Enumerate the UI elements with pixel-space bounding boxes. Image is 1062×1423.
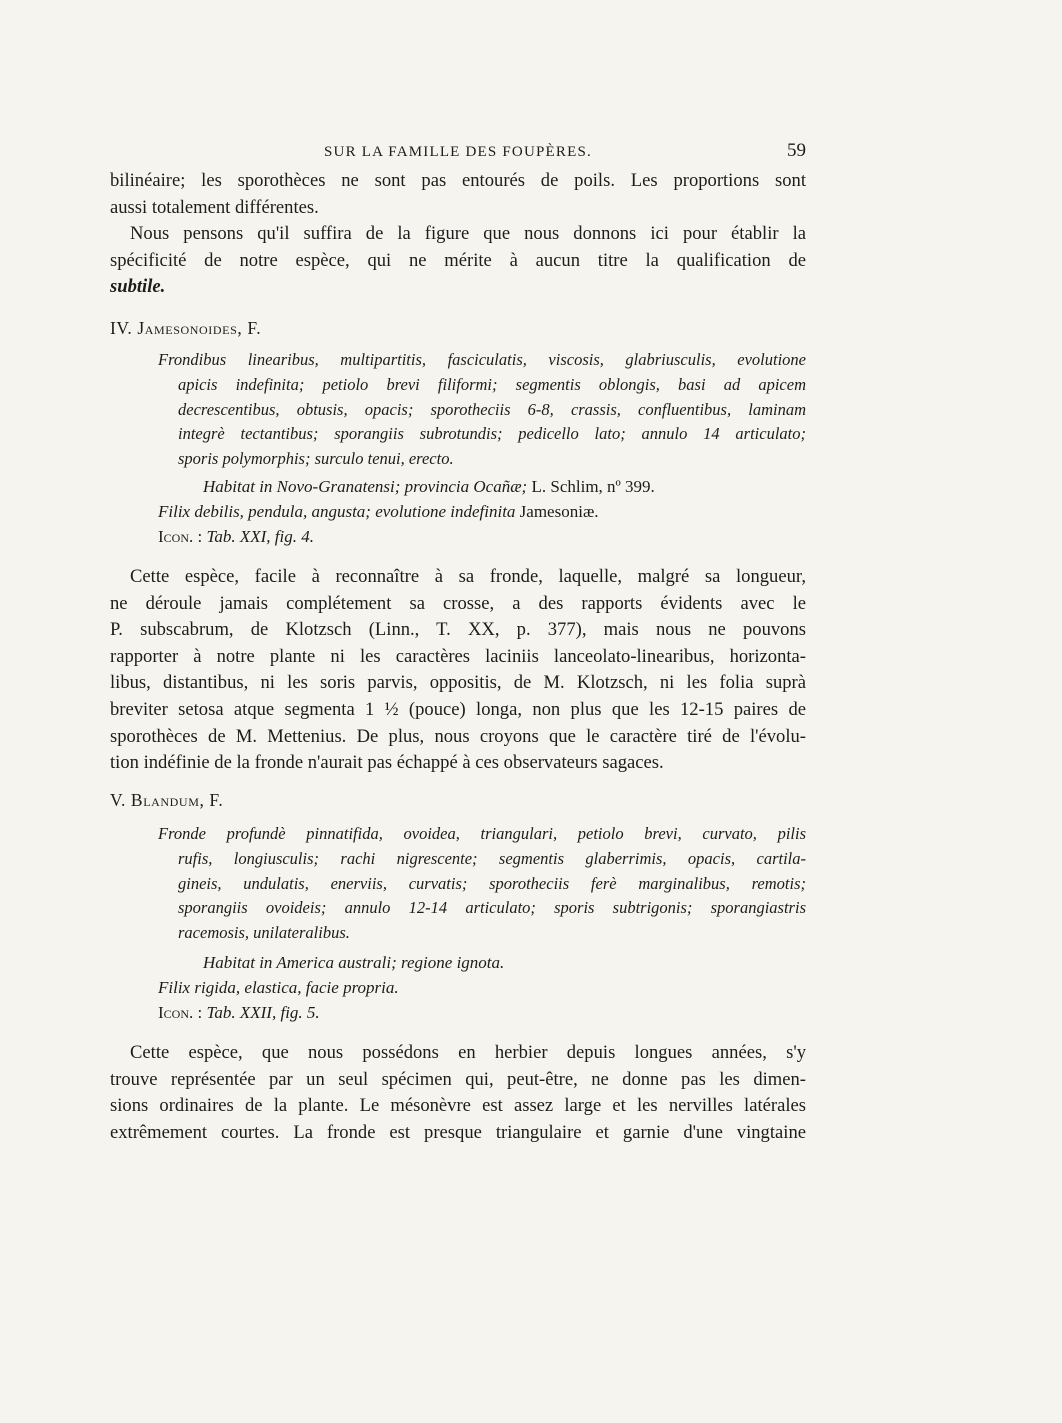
latin-line: apicis indefinita; petiolo brevi filiformi; segmentis oblongis, basi ad apicem xyxy=(178,374,806,394)
latin-diagnosis-iv xyxy=(158,348,806,472)
text-line: sporothèces de M. Mettenius. De plus, nous croyons que le caractère tiré de l'évolu- xyxy=(110,725,806,747)
icon-label: Icon. xyxy=(158,1003,194,1022)
icon-label: Icon. xyxy=(158,527,194,546)
latin-diagnosis-v xyxy=(158,822,806,946)
text-line: Cette espèce, que nous possédons en herbier depuis longues années, s'y xyxy=(130,1042,806,1063)
habitat-italic: Habitat in Novo-Granatensi; provincia Ocañæ; xyxy=(203,477,528,496)
text-line: P. subscabrum, de Klotzsch (Linn., T. XX, p. 377), mais nous ne pouvons xyxy=(110,619,806,641)
text-line: subtile. xyxy=(110,276,166,298)
text-line: libus, distantibus, ni les soris parvis, oppositis, de M. Klotzsch, ni les folia suprà xyxy=(110,672,806,694)
text-line: breviter setosa atque segmenta 1 ½ (pouce) longa, non plus que les 12-15 paires de xyxy=(110,698,806,720)
text-line: rapporter à notre plante ni les caractères laciniis lanceolato-linearibus, horizonta- xyxy=(110,645,806,667)
icon-ref: Tab. XXII, fig. 5. xyxy=(206,1003,320,1022)
text-line: tion indéfinie de la fronde n'aurait pas échappé à ces observateurs sagaces. xyxy=(110,752,664,774)
filix-plain: Jamesoniæ. xyxy=(515,502,599,521)
text-line: extrêmement courtes. La fronde est presque triangulaire et garnie d'une vingtaine xyxy=(110,1121,806,1143)
latin-line: Fronde profundè pinnatifida, ovoidea, triangulari, petiolo brevi, curvato, pilis xyxy=(158,824,806,843)
commentary-iv xyxy=(110,564,806,777)
icon-ref: Tab. XXI, fig. 4. xyxy=(206,527,315,546)
habitat-plain: L. Schlim, nº 399. xyxy=(527,477,655,496)
commentary-v xyxy=(110,1040,806,1146)
text-line: Cette espèce, facile à reconnaître à sa fronde, laquelle, malgré sa longueur, xyxy=(130,566,806,587)
latin-line: Frondibus linearibus, multipartitis, fasciculatis, viscosis, glabriusculis, evolutione xyxy=(158,350,806,369)
running-head xyxy=(110,140,806,166)
filix-line: Filix rigida, elastica, facie propria. xyxy=(158,978,399,997)
meta-block-v xyxy=(158,950,806,1025)
latin-line: gineis, undulatis, enerviis, curvatis; sporotheciis ferè marginalibus, remotis; xyxy=(178,873,806,893)
habitat-line xyxy=(158,474,806,499)
filix-line xyxy=(158,499,806,524)
text-line: ne déroule jamais complétement sa crosse, a des rapports évidents avec le xyxy=(110,592,806,614)
latin-line: integrè tectantibus; sporangiis subrotundis; pedicello lato; annulo 14 articulato; xyxy=(178,424,806,444)
text-line: trouve représentée par un seul spécimen qui, peut-être, ne donne pas les dimen- xyxy=(110,1068,806,1090)
running-title: SUR LA FAMILLE DES FOUPÈRES. xyxy=(324,144,592,160)
meta-block-iv xyxy=(158,474,806,549)
text-line: aussi totalement différentes. xyxy=(110,196,319,218)
text-line: spécificité de notre espèce, qui ne mérite à aucun titre la qualification de xyxy=(110,249,806,271)
habitat-line: Habitat in America australi; regione ignota. xyxy=(203,953,505,972)
text-line: Nous pensons qu'il suffira de la figure que nous donnons ici pour établir la xyxy=(130,223,806,245)
icon-line: Icon. : Tab. XXI, fig. 4. xyxy=(158,527,315,546)
latin-line: sporis polymorphis; surculo tenui, erecto. xyxy=(178,449,454,469)
icon-line: Icon. : Tab. XXII, fig. 5. xyxy=(158,1003,320,1022)
text-line: bilinéaire; les sporothèces ne sont pas entourés de poils. Les proportions sont xyxy=(110,170,806,191)
filix-italic: Filix debilis, pendula, angusta; evolutione indefinita xyxy=(158,502,516,521)
intro-paragraph xyxy=(110,168,806,301)
latin-line: decrescentibus, obtusis, opacis; sporotheciis 6-8, crassis, confluentibus, laminam xyxy=(178,399,806,419)
latin-line: racemosis, unilateralibus. xyxy=(178,923,350,943)
section-heading-v: V. Blandum, F. xyxy=(110,790,224,810)
section-heading-iv: IV. Jamesonoides, F. xyxy=(110,318,262,338)
latin-line: sporangiis ovoideis; annulo 12-14 articulato; sporis subtrigonis; sporangiastris xyxy=(178,898,806,918)
page-number: 59 xyxy=(787,140,806,161)
text-line: sions ordinaires de la plante. Le mésonèvre est assez large et les nervilles latérales xyxy=(110,1095,806,1117)
latin-line: rufis, longiusculis; rachi nigrescente; segmentis glaberrimis, opacis, cartila- xyxy=(178,848,806,868)
